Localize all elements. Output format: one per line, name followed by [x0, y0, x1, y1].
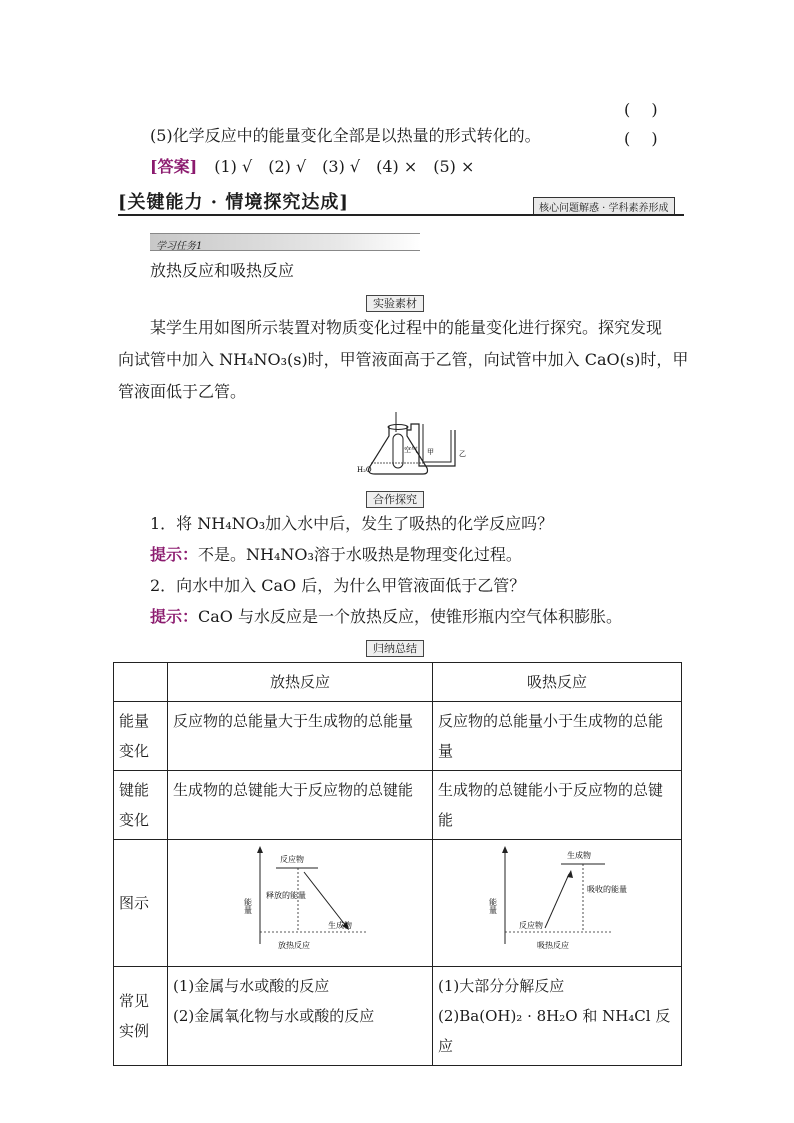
col-header-endothermic: 吸热反应 [433, 663, 682, 702]
u-tube [407, 424, 455, 466]
cell-exo-diagram [168, 840, 433, 967]
table-row [114, 702, 682, 771]
section-title: [关键能力 · 情境探究达成] [118, 192, 349, 213]
endo-example-1: (1)大部分分解反应 [438, 977, 565, 995]
endo-arrow [545, 874, 569, 928]
cooperation-tag: 合作探究 [366, 491, 424, 508]
hint-1-label: 提示： [150, 545, 199, 564]
exo-example-2: (2)金属氧化物与水或酸的反应 [173, 1007, 375, 1025]
cell-exo-bond: 生成物的总键能大于反应物的总键能 [168, 771, 433, 840]
summary-table [113, 662, 682, 1066]
apparatus-figure [355, 410, 475, 480]
table-corner [114, 663, 168, 702]
exo-bottom-label: 生成物 [328, 921, 352, 930]
table-row [114, 771, 682, 840]
cell-endo-bond: 生成物的总键能小于反应物的总键能 [433, 771, 682, 840]
summary-tag: 归纳总结 [366, 640, 424, 657]
section-badge: 核心问题解惑 · 学科素养形成 [533, 197, 675, 216]
item4-answer-blank: ( ) [624, 100, 658, 119]
exo-top-label: 反应物 [280, 855, 304, 864]
u-tube-inner [423, 424, 451, 462]
task-label: 学习任务1 [156, 241, 203, 252]
answer-line [150, 157, 474, 177]
item5-answer-blank: ( ) [624, 129, 658, 148]
fig-label-jia: 甲 [427, 448, 434, 456]
hint-1 [150, 545, 522, 565]
exo-arrow-label: 释放的能量 [266, 891, 306, 900]
material-line-1: 某学生用如图所示装置对物质变化过程中的能量变化进行探究。探究发现 [150, 318, 663, 337]
hint-2-label: 提示： [150, 607, 199, 626]
cell-endo-examples [433, 967, 682, 1066]
quiz-item-5: (5)化学反应中的能量变化全部是以热量的形式转化的。 [150, 126, 541, 145]
exo-y-label: 能量 [243, 898, 253, 914]
row-head-energy-change: 能量变化 [114, 702, 168, 771]
cell-endo-diagram [433, 840, 682, 967]
material-line-3: 管液面低于乙管。 [118, 382, 247, 401]
hint-2 [150, 607, 622, 627]
exo-y-arrowhead [257, 846, 263, 853]
row-head-diagram: 图示 [114, 840, 168, 967]
material-tag: 实验素材 [366, 295, 424, 312]
endo-arrowhead [567, 870, 573, 878]
task-bar [150, 233, 420, 251]
hint-1-text: 不是。NH₄NO₃溶于水吸热是物理变化过程。 [198, 545, 522, 564]
cell-exo-examples [168, 967, 433, 1066]
endo-caption: 吸热反应 [537, 941, 569, 950]
question-2: 2．向水中加入 CaO 后，为什么甲管液面低于乙管？ [150, 576, 526, 595]
answer-text: (1) √ (2) √ (3) √ (4) × (5) × [214, 157, 475, 176]
answer-label: [答案] [150, 157, 198, 176]
fig-label-yi: 乙 [459, 450, 466, 458]
cell-endo-energy: 反应物的总能量小于生成物的总能量 [433, 702, 682, 771]
row-head-bond-energy: 键能变化 [114, 771, 168, 840]
exo-example-1: (1)金属与水或酸的反应 [173, 977, 330, 995]
question-1: 1．将 NH₄NO₃加入水中后，发生了吸热的化学反应吗？ [150, 514, 554, 533]
fig-label-air: 空气 [404, 446, 418, 454]
col-header-exothermic: 放热反应 [168, 663, 433, 702]
flask-stopper [388, 425, 408, 430]
endo-arrow-label: 吸收的能量 [587, 885, 627, 894]
row-head-examples: 常见实例 [114, 967, 168, 1066]
exothermic-diagram [168, 840, 432, 956]
table-row [114, 967, 682, 1066]
table-row [114, 840, 682, 967]
endo-example-2: (2)Ba(OH)₂ · 8H₂O 和 NH₄Cl 反应 [438, 1007, 671, 1055]
endo-bottom-label: 反应物 [519, 921, 543, 930]
endo-top-label: 生成物 [567, 851, 591, 860]
fig-label-water: H₂O [357, 466, 372, 474]
exo-arrow [304, 872, 346, 926]
hint-2-text: CaO 与水反应是一个放热反应，使锥形瓶内空气体积膨胀。 [198, 607, 623, 626]
section-rule [118, 214, 684, 216]
cell-exo-energy: 反应物的总能量大于生成物的总能量 [168, 702, 433, 771]
material-line-2: 向试管中加入 NH₄NO₃(s)时，甲管液面高于乙管，向试管中加入 CaO(s)时，甲 [118, 350, 689, 369]
endothermic-diagram [433, 840, 681, 956]
exo-caption: 放热反应 [278, 941, 310, 950]
task-title: 放热反应和吸热反应 [150, 261, 295, 280]
table-header-row [114, 663, 682, 702]
endo-y-arrowhead [502, 846, 508, 853]
endo-y-label: 能量 [488, 898, 498, 914]
